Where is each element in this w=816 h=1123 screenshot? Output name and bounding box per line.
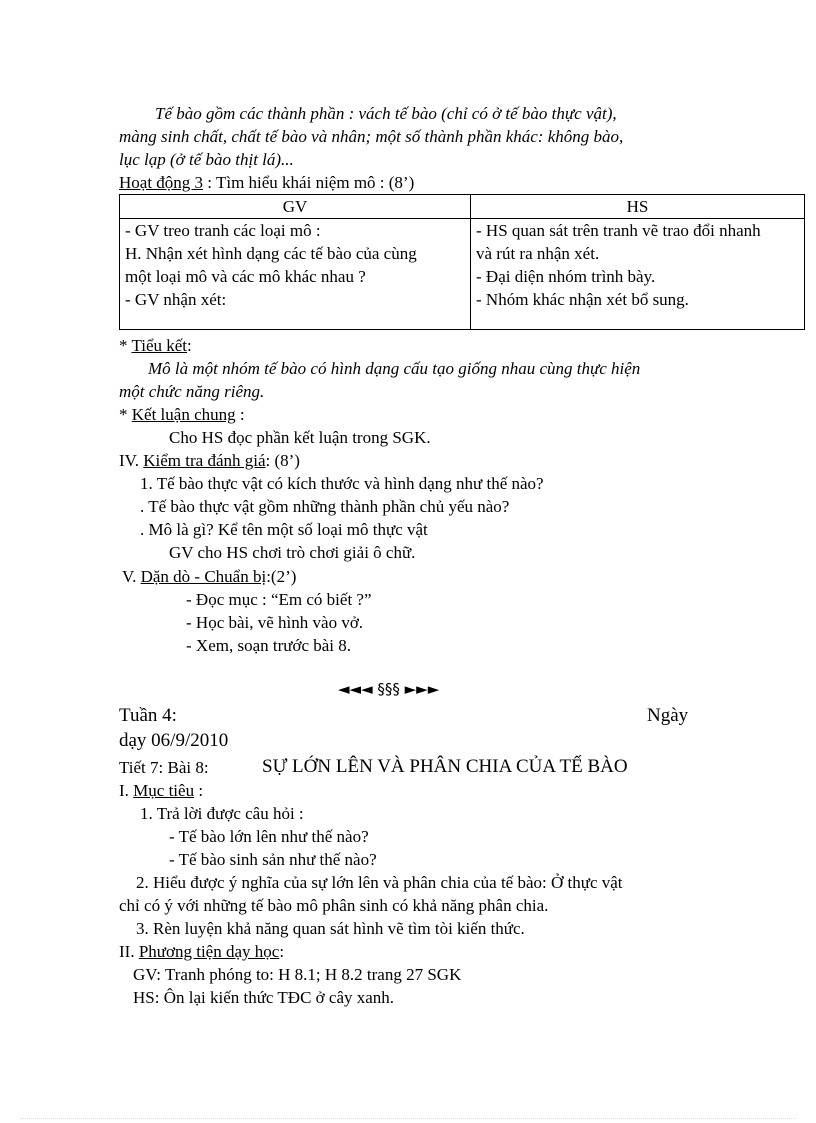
section4-num: IV.	[119, 451, 144, 470]
table-cell-hs	[471, 219, 805, 330]
means-heading	[119, 941, 284, 963]
intro-line-2: màng sinh chất, chất tế bào và nhân; một số thành phần khác: không bào,	[119, 127, 624, 146]
section4-heading	[119, 450, 300, 472]
section5-item: - Đọc mục : “Em có biết ?”	[186, 590, 372, 609]
objective-line: 3. Rèn luyện khả năng quan sát hình vẽ tìm tòi kiến thức.	[136, 919, 525, 938]
section4-item: 1. Tế bào thực vật có kích thước và hình dạng như thế nào?	[140, 474, 544, 493]
hs-line: và rút ra nhận xét.	[476, 244, 600, 263]
table-cell-gv	[120, 219, 471, 330]
hs-line: - HS quan sát trên tranh vẽ trao đổi nhanh	[476, 221, 761, 240]
tieu-ket-heading	[119, 335, 192, 357]
objective-line: chỉ có ý với những tế bào mô phân sinh có khả năng phân chia.	[119, 896, 549, 915]
section4-game: GV cho HS chơi trò chơi giải ô chữ.	[169, 543, 416, 562]
objective-line: - Tế bào lớn lên như thế nào?	[169, 827, 369, 846]
gv-line: H. Nhận xét hình dạng các tế bào của cùng	[125, 244, 417, 263]
section5-heading	[122, 566, 296, 588]
means-label: Phương tiện dạy học	[138, 942, 280, 961]
section5-rest: :(2’)	[266, 567, 297, 586]
tieu-ket-line-2: một chức năng riêng.	[119, 382, 265, 401]
table-header-hs: HS	[471, 195, 805, 219]
means-rest: :	[279, 942, 285, 961]
table-header-gv: GV	[120, 195, 471, 219]
activity-table	[119, 194, 805, 330]
activity3-label: Hoạt động 3	[119, 173, 204, 192]
objectives-rest: :	[194, 781, 204, 800]
ket-luan-colon: :	[235, 405, 245, 424]
section4-item: . Mô là gì? Kể tên một số loại mô thực vật	[140, 520, 428, 539]
lesson-title: SỰ LỚN LÊN VÀ PHÂN CHIA CỦA TẾ BÀO	[262, 756, 628, 777]
date-label: Ngày	[647, 705, 689, 726]
section4-item: . Tế bào thực vật gồm những thành phần chủ yếu nào?	[140, 497, 510, 516]
table-header-row	[120, 195, 805, 219]
ket-luan-label: Kết luận chung	[131, 405, 236, 424]
tieu-ket-line-1: Mô là một nhóm tế bào có hình dạng cấu tạo giống nhau cùng thực hiện	[148, 359, 641, 378]
hs-line: - Nhóm khác nhận xét bổ sung.	[476, 290, 689, 309]
objective-line: - Tế bào sinh sản như thế nào?	[169, 850, 377, 869]
section5-label: Dặn dò - Chuẩn bị	[140, 567, 267, 586]
objectives-num: I.	[119, 781, 134, 800]
activity3-rest: : Tìm hiểu khái niệm mô : (8’)	[203, 173, 415, 192]
means-num: II.	[119, 942, 139, 961]
date-line: dạy 06/9/2010	[119, 730, 229, 751]
objective-line: 1. Trả lời được câu hỏi :	[140, 804, 304, 823]
section5-item: - Xem, soạn trước bài 8.	[186, 636, 352, 655]
gv-line: - GV nhận xét:	[125, 290, 227, 309]
week-label: Tuần 4:	[119, 705, 177, 726]
gv-line: - GV treo tranh các loại mô :	[125, 221, 321, 240]
page-bottom-rule	[20, 1118, 796, 1119]
means-hs: HS: Ôn lại kiến thức TĐC ở cây xanh.	[133, 988, 395, 1007]
tieu-ket-colon: :	[187, 336, 192, 355]
gv-line: một loại mô và các mô khác nhau ?	[125, 267, 366, 286]
section4-rest: : (8’)	[265, 451, 300, 470]
means-gv: GV: Tranh phóng to: H 8.1; H 8.2 trang 27 SGK	[133, 965, 462, 984]
objectives-label: Mục tiêu	[133, 781, 195, 800]
section5-item: - Học bài, vẽ hình vào vở.	[186, 613, 364, 632]
period-label: Tiết 7: Bài 8:	[119, 758, 209, 777]
table-row	[120, 219, 805, 330]
section-divider: ◄◄◄ §§§ ►►►	[338, 680, 440, 698]
section4-label: Kiểm tra đánh giá	[143, 451, 266, 470]
intro-line-3: lục lạp (ở tế bào thịt lá)...	[119, 150, 294, 169]
activity3-heading	[119, 172, 414, 194]
tieu-ket-star: *	[119, 336, 132, 355]
tieu-ket-label: Tiểu kết	[131, 336, 188, 355]
hs-line: - Đại diện nhóm trình bày.	[476, 267, 656, 286]
objectives-heading	[119, 780, 203, 802]
objective-line: 2. Hiểu được ý nghĩa của sự lớn lên và phân chia của tế bào: Ở thực vật	[136, 873, 623, 892]
ket-luan-heading	[119, 404, 245, 426]
ket-luan-text: Cho HS đọc phần kết luận trong SGK.	[169, 428, 431, 447]
intro-line-1: Tế bào gồm các thành phần : vách tế bào (chỉ có ở tế bào thực vật),	[155, 104, 617, 123]
ket-luan-star: *	[119, 405, 132, 424]
section5-num: V.	[122, 567, 141, 586]
